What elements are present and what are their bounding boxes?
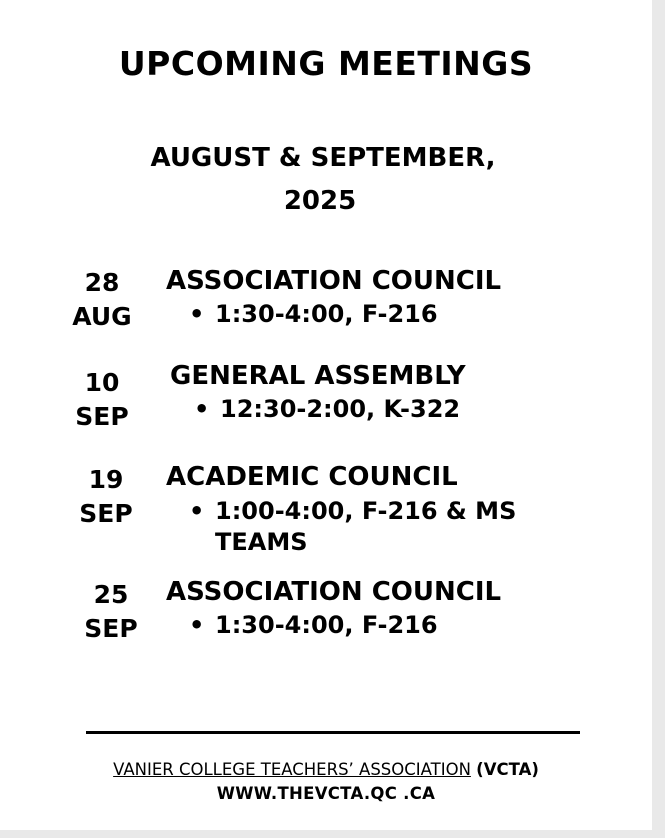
- meeting-title: ACADEMIC COUNCIL: [166, 462, 458, 492]
- meeting-detail: [194, 394, 461, 425]
- meeting-date: [57, 366, 147, 434]
- meeting-day: 19: [88, 465, 124, 494]
- meeting-date: [66, 578, 156, 646]
- organization-link[interactable]: VANIER COLLEGE TEACHERS’ ASSOCIATION: [113, 760, 471, 779]
- meeting-month: SEP: [84, 614, 138, 643]
- website-text: WWW.THEVCTA.QC .CA: [216, 784, 436, 803]
- meeting-detail: [189, 496, 517, 558]
- period-subtitle-line1: AUGUST & SEPTEMBER,: [150, 143, 496, 173]
- footer-organization-line: [0, 760, 652, 779]
- meeting-detail-line1: 1:30-4:00, F-216: [215, 300, 438, 328]
- organization-abbreviation: (VCTA): [476, 760, 539, 779]
- page-title: UPCOMING MEETINGS: [118, 44, 534, 83]
- meeting-month: SEP: [79, 499, 133, 528]
- meeting-title: ASSOCIATION COUNCIL: [166, 577, 502, 607]
- meeting-detail-line2: TEAMS: [215, 528, 308, 556]
- bullet-icon: •: [194, 395, 210, 423]
- meeting-detail-line1: 1:00-4:00, F-216 & MS: [215, 497, 517, 525]
- meeting-date: [57, 266, 147, 334]
- meeting-detail-line1: 1:30-4:00, F-216: [215, 611, 438, 639]
- bullet-icon: •: [189, 300, 205, 328]
- meeting-title: ASSOCIATION COUNCIL: [166, 266, 502, 296]
- meeting-detail: [189, 299, 438, 330]
- meeting-month: AUG: [72, 302, 132, 331]
- period-subtitle-line2: 2025: [283, 186, 357, 216]
- meeting-date: [61, 463, 151, 531]
- meeting-day: 25: [93, 580, 129, 609]
- meeting-day: 28: [84, 268, 120, 297]
- meeting-title: GENERAL ASSEMBLY: [170, 361, 466, 391]
- bullet-icon: •: [189, 611, 205, 639]
- meeting-day: 10: [84, 368, 120, 397]
- bullet-icon: •: [189, 497, 205, 525]
- meeting-detail: [189, 610, 438, 641]
- meeting-detail-line1: 12:30-2:00, K-322: [220, 395, 461, 423]
- footer-divider: [86, 731, 580, 734]
- meeting-month: SEP: [75, 402, 129, 431]
